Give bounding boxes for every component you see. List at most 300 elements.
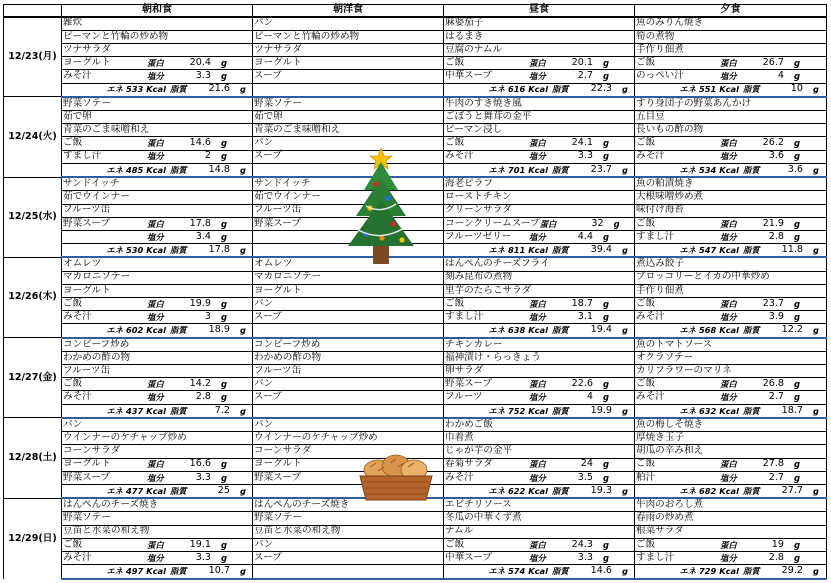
dish-name: 手作り佃煮 xyxy=(636,284,684,296)
breakfast-japanese-cell xyxy=(62,57,253,70)
dish-name: はるまき xyxy=(445,30,484,42)
dish-name: 里芋のたらこサラダ xyxy=(445,284,532,296)
dish-name: スープ xyxy=(254,551,282,563)
dinner-cell xyxy=(635,365,827,378)
dish-name: ご飯 xyxy=(636,538,656,550)
header-breakfast-japanese: 朝和食 xyxy=(62,5,253,17)
energy-summary xyxy=(62,245,170,256)
salt-value: 3.9 xyxy=(768,311,784,323)
gram-unit: g xyxy=(794,231,800,242)
energy-line xyxy=(62,565,252,578)
dish-name: パン xyxy=(254,17,274,29)
kcal-unit: Kcal xyxy=(719,164,739,175)
dish-name: わかめの酢の物 xyxy=(254,351,322,363)
menu-row xyxy=(4,57,827,70)
protein-line xyxy=(635,298,826,310)
protein-value: 24.3 xyxy=(571,538,593,550)
dinner-cell xyxy=(635,30,827,43)
gram-unit: g xyxy=(240,325,246,336)
dish-name: ツナサラダ xyxy=(63,43,111,55)
gram-unit: g xyxy=(221,138,227,149)
breakfast-western-cell xyxy=(253,257,444,271)
menu-row xyxy=(4,124,827,137)
date-cell: 12/23(月) xyxy=(4,17,62,97)
salt-line xyxy=(253,151,443,163)
gram-unit: g xyxy=(794,138,800,149)
gram-unit: g xyxy=(603,392,609,403)
protein-value: 24.1 xyxy=(571,137,593,149)
breakfast-western-cell xyxy=(253,70,444,83)
salt-value: 3.4 xyxy=(195,230,211,242)
protein-line xyxy=(253,137,443,149)
dish-name: フルーツ缶 xyxy=(254,204,302,216)
breakfast-japanese-cell xyxy=(62,83,253,97)
dish-name: ヨーグルト xyxy=(63,56,111,68)
dish-name: 豆苗と水菜の和え物 xyxy=(63,525,150,537)
salt-value: 3.5 xyxy=(577,471,593,483)
salt-line xyxy=(62,151,252,163)
dish-name: ウインナーのケチャップ炒め xyxy=(254,432,378,444)
protein-value: 26.7 xyxy=(762,56,784,68)
fat-value: 14.8 xyxy=(208,163,230,175)
gram-unit: g xyxy=(603,552,609,563)
breakfast-western-cell xyxy=(253,324,444,338)
breakfast-western-cell xyxy=(253,43,444,56)
fat-value: 10 xyxy=(790,83,803,95)
breakfast-western-cell xyxy=(253,83,444,97)
breakfast-western-cell xyxy=(253,432,444,445)
dish-name: ローストチキン xyxy=(445,191,512,203)
gram-unit: g xyxy=(813,566,819,577)
dish-name: パン xyxy=(254,418,274,430)
fat-label: 脂質 xyxy=(170,566,187,577)
fat-value: 19.9 xyxy=(590,404,612,416)
energy-line xyxy=(62,244,252,256)
salt-line xyxy=(444,472,634,484)
protein-line xyxy=(253,539,443,551)
energy-value: 638 xyxy=(507,325,526,336)
lunch-cell xyxy=(444,271,635,284)
energy-value: 533 xyxy=(125,84,144,95)
lunch-cell xyxy=(444,284,635,297)
fat-label: 脂質 xyxy=(743,405,760,416)
menu-row xyxy=(4,538,827,551)
header-breakfast-western: 朝洋食 xyxy=(253,5,444,17)
gram-unit: g xyxy=(794,151,800,162)
dish-name: 厚焼き玉子 xyxy=(636,432,684,444)
dish-name: 茹で卵 xyxy=(254,110,283,122)
gram-unit: g xyxy=(794,57,800,68)
dish-name: オムレツ xyxy=(254,258,293,270)
dish-name: ご飯 xyxy=(636,378,656,390)
energy-value: 547 xyxy=(698,244,717,255)
date-cell: 12/28(土) xyxy=(4,418,62,498)
dinner-cell xyxy=(635,338,827,352)
protein-line xyxy=(635,57,826,69)
energy-label: エネ xyxy=(679,566,697,577)
lunch-cell xyxy=(444,484,635,498)
breakfast-japanese-cell xyxy=(62,271,253,284)
breakfast-western-cell xyxy=(253,57,444,70)
dish-name: ご飯 xyxy=(636,217,656,229)
gram-unit: g xyxy=(794,218,800,229)
salt-value: 3.3 xyxy=(195,471,211,483)
date-cell: 12/25(水) xyxy=(4,177,62,257)
protein-value: 23.7 xyxy=(762,297,784,309)
gram-unit: g xyxy=(622,244,628,255)
kcal-unit: Kcal xyxy=(719,566,739,577)
energy-summary xyxy=(635,486,743,497)
menu-row xyxy=(4,137,827,150)
dish-name: 粕汁 xyxy=(636,471,656,483)
gram-unit: g xyxy=(794,71,800,82)
fat-label: 脂質 xyxy=(552,405,569,416)
breakfast-japanese-cell xyxy=(62,284,253,297)
energy-label: エネ xyxy=(679,164,697,175)
energy-label: エネ xyxy=(488,244,506,255)
protein-line xyxy=(253,378,443,390)
energy-summary xyxy=(635,245,743,256)
protein-line xyxy=(444,459,634,471)
menu-row xyxy=(4,244,827,258)
dish-name: ヨーグルト xyxy=(63,458,111,470)
menu-row xyxy=(4,552,827,565)
salt-line xyxy=(444,151,634,163)
dish-name: 豆腐のナムル xyxy=(445,43,503,55)
breakfast-western-cell xyxy=(253,418,444,432)
gram-unit: g xyxy=(240,405,246,416)
salt-value: 2.8 xyxy=(768,551,784,563)
salt-line xyxy=(444,231,634,243)
energy-label: エネ xyxy=(106,84,124,95)
lunch-cell xyxy=(444,565,635,579)
salt-line xyxy=(253,552,443,564)
breakfast-japanese-cell xyxy=(62,204,253,217)
energy-summary xyxy=(62,406,170,417)
fat-label: 脂質 xyxy=(170,485,187,496)
protein-line xyxy=(635,218,826,230)
energy-line xyxy=(444,164,634,176)
protein-label: 蛋白 xyxy=(147,539,164,550)
gram-unit: g xyxy=(221,552,227,563)
gram-unit: g xyxy=(794,472,800,483)
dinner-cell xyxy=(635,244,827,258)
energy-value: 701 xyxy=(507,164,526,175)
menu-row xyxy=(4,484,827,498)
protein-line xyxy=(62,137,252,149)
lunch-cell xyxy=(444,525,635,538)
fat-label: 脂質 xyxy=(743,566,760,577)
breakfast-japanese-cell xyxy=(62,484,253,498)
energy-value: 574 xyxy=(507,566,526,577)
salt-value: 2 xyxy=(204,150,211,162)
gram-unit: g xyxy=(794,459,800,470)
dish-name: 手作り佃煮 xyxy=(636,43,684,55)
dish-name: ヨーグルト xyxy=(254,458,302,470)
dish-name: ナムル xyxy=(445,525,474,537)
salt-label: 塩分 xyxy=(529,312,546,323)
dish-name: 野菜スープ xyxy=(254,471,302,483)
dinner-cell xyxy=(635,83,827,97)
salt-label: 塩分 xyxy=(529,392,546,403)
energy-label: エネ xyxy=(488,405,506,416)
breakfast-western-cell xyxy=(253,338,444,352)
salt-label: 塩分 xyxy=(720,151,737,162)
salt-label: 塩分 xyxy=(147,472,164,483)
breakfast-western-cell xyxy=(253,471,444,484)
protein-label: 蛋白 xyxy=(147,459,164,470)
protein-value: 19.1 xyxy=(189,538,211,550)
energy-value: 534 xyxy=(698,164,717,175)
breakfast-japanese-cell xyxy=(62,378,253,391)
protein-label: 蛋白 xyxy=(147,298,164,309)
dish-name: 刻み昆布の煮物 xyxy=(445,271,513,283)
breakfast-western-cell xyxy=(253,244,444,258)
fat-label: 脂質 xyxy=(170,405,187,416)
dinner-cell xyxy=(635,498,827,512)
salt-line xyxy=(62,552,252,564)
lunch-cell xyxy=(444,297,635,310)
fat-label: 脂質 xyxy=(743,485,760,496)
gram-unit: g xyxy=(221,472,227,483)
protein-line xyxy=(62,298,252,310)
salt-line xyxy=(635,472,826,484)
gram-unit: g xyxy=(794,392,800,403)
lunch-cell xyxy=(444,150,635,163)
salt-line xyxy=(444,311,634,323)
dish-name: 根菜サラダ xyxy=(636,525,684,537)
breakfast-japanese-cell xyxy=(62,217,253,230)
energy-line xyxy=(444,244,634,256)
breakfast-japanese-cell xyxy=(62,70,253,83)
energy-summary xyxy=(635,566,743,577)
protein-label: 蛋白 xyxy=(529,379,546,390)
energy-line xyxy=(62,84,252,96)
protein-value: 17.8 xyxy=(189,217,211,229)
fat-label: 脂質 xyxy=(552,84,569,95)
dish-name: みそ汁 xyxy=(636,391,665,403)
menu-row xyxy=(4,111,827,124)
fat-value: 23.7 xyxy=(590,163,612,175)
dinner-cell xyxy=(635,484,827,498)
dish-name: わかめの酢の物 xyxy=(63,351,131,363)
breakfast-japanese-cell xyxy=(62,324,253,338)
dish-name: 大根味噌炒め煮 xyxy=(636,191,704,203)
energy-label: エネ xyxy=(106,244,124,255)
dish-name: コンビーフ炒め xyxy=(63,338,130,350)
gram-unit: g xyxy=(603,472,609,483)
dish-name: すまし汁 xyxy=(63,150,102,162)
dish-name: 中華スープ xyxy=(445,70,493,82)
salt-label: 塩分 xyxy=(529,472,546,483)
lunch-cell xyxy=(444,97,635,111)
protein-line xyxy=(253,298,443,310)
energy-line xyxy=(444,565,634,578)
energy-label: エネ xyxy=(488,325,506,336)
dish-name: スープ xyxy=(254,391,282,403)
dish-name: スープ xyxy=(254,150,282,162)
energy-line xyxy=(635,164,826,176)
dish-name: 五目豆 xyxy=(636,110,665,122)
breakfast-japanese-cell xyxy=(62,445,253,458)
breakfast-western-cell xyxy=(253,124,444,137)
breakfast-japanese-cell xyxy=(62,458,253,471)
dish-name: パン xyxy=(254,137,274,149)
dinner-cell xyxy=(635,150,827,163)
breakfast-japanese-cell xyxy=(62,230,253,243)
breakfast-japanese-cell xyxy=(62,432,253,445)
protein-line xyxy=(444,298,634,310)
protein-label: 蛋白 xyxy=(720,539,737,550)
dish-name: パン xyxy=(63,418,83,430)
menu-row xyxy=(4,512,827,525)
menu-row xyxy=(4,351,827,364)
gram-unit: g xyxy=(221,71,227,82)
energy-summary xyxy=(444,84,552,95)
fat-label: 脂質 xyxy=(743,164,760,175)
energy-summary xyxy=(62,486,170,497)
dish-name: みそ汁 xyxy=(63,311,92,323)
dish-name: 冬瓜の中華くず煮 xyxy=(445,512,522,524)
breakfast-japanese-cell xyxy=(62,525,253,538)
gram-unit: g xyxy=(221,379,227,390)
lunch-cell xyxy=(444,30,635,43)
breakfast-western-cell xyxy=(253,311,444,324)
energy-summary xyxy=(62,165,170,176)
energy-line xyxy=(62,164,252,176)
kcal-unit: Kcal xyxy=(528,244,548,255)
dish-name: 野菜スープ xyxy=(63,471,111,483)
protein-line xyxy=(253,459,443,471)
energy-label: エネ xyxy=(106,405,124,416)
lunch-cell xyxy=(444,70,635,83)
salt-value: 3.3 xyxy=(195,70,211,82)
corner-cell xyxy=(4,5,62,17)
gram-unit: g xyxy=(240,244,246,255)
dinner-cell xyxy=(635,111,827,124)
breakfast-japanese-cell xyxy=(62,311,253,324)
menu-row xyxy=(4,297,827,310)
protein-value: 20.1 xyxy=(571,56,593,68)
energy-label: エネ xyxy=(488,84,506,95)
menu-row xyxy=(4,565,827,579)
gram-unit: g xyxy=(813,164,819,175)
breakfast-western-cell xyxy=(253,552,444,565)
protein-line xyxy=(253,218,443,230)
menu-row xyxy=(4,150,827,163)
breakfast-western-cell xyxy=(253,391,444,404)
energy-value: 752 xyxy=(507,405,526,416)
energy-summary xyxy=(444,406,552,417)
lunch-cell xyxy=(444,512,635,525)
protein-label: 蛋白 xyxy=(720,459,737,470)
kcal-unit: Kcal xyxy=(528,566,548,577)
gram-unit: g xyxy=(603,298,609,309)
fat-label: 脂質 xyxy=(552,244,569,255)
fat-value: 21.6 xyxy=(208,83,230,95)
menu-row xyxy=(4,418,827,432)
fat-value: 39.4 xyxy=(590,243,612,255)
protein-label: 蛋白 xyxy=(720,218,737,229)
breakfast-western-cell xyxy=(253,498,444,512)
dish-name: 野菜ソテー xyxy=(63,97,111,109)
protein-line xyxy=(444,137,634,149)
fat-value: 10.7 xyxy=(208,565,230,577)
breakfast-western-cell xyxy=(253,217,444,230)
energy-summary xyxy=(62,325,170,336)
energy-summary xyxy=(635,325,743,336)
salt-label: 塩分 xyxy=(147,151,164,162)
salt-line xyxy=(635,151,826,163)
kcal-unit: Kcal xyxy=(146,325,166,336)
protein-value: 20.4 xyxy=(189,56,211,68)
dinner-cell xyxy=(635,70,827,83)
gram-unit: g xyxy=(813,84,819,95)
protein-label: 蛋白 xyxy=(147,379,164,390)
kcal-unit: Kcal xyxy=(719,325,739,336)
energy-summary xyxy=(444,325,552,336)
dish-name: 茹でウインナー xyxy=(254,191,321,203)
menu-row xyxy=(4,324,827,338)
energy-label: エネ xyxy=(679,485,697,496)
energy-label: エネ xyxy=(679,244,697,255)
dish-name: フルーツゼリー xyxy=(445,230,512,242)
dish-name: みそ汁 xyxy=(63,391,92,403)
energy-value: 622 xyxy=(507,485,526,496)
dish-name: チキンカレー xyxy=(445,338,503,350)
breakfast-japanese-cell xyxy=(62,30,253,43)
protein-line xyxy=(62,378,252,390)
kcal-unit: Kcal xyxy=(146,405,166,416)
salt-value: 4.4 xyxy=(577,230,593,242)
energy-value: 568 xyxy=(698,325,717,336)
menu-body xyxy=(4,17,827,580)
energy-summary xyxy=(62,566,170,577)
dinner-cell xyxy=(635,97,827,111)
lunch-cell xyxy=(444,163,635,177)
dish-name: ご飯 xyxy=(445,538,465,550)
dinner-cell xyxy=(635,351,827,364)
energy-label: エネ xyxy=(106,325,124,336)
dish-name: みそ汁 xyxy=(636,150,665,162)
dinner-cell xyxy=(635,284,827,297)
protein-line xyxy=(62,57,252,69)
dish-name: オクラソテー xyxy=(636,351,694,363)
dinner-cell xyxy=(635,565,827,579)
protein-value: 16.6 xyxy=(189,458,211,470)
menu-row xyxy=(4,17,827,31)
dish-name: 茹で卵 xyxy=(63,110,92,122)
salt-line xyxy=(62,472,252,484)
protein-value: 32 xyxy=(591,217,604,229)
dinner-cell xyxy=(635,458,827,471)
fat-value: 22.3 xyxy=(590,83,612,95)
dish-name: パン xyxy=(254,378,274,390)
lunch-cell xyxy=(444,57,635,70)
dish-name: すまし汁 xyxy=(636,551,675,563)
dish-name: ヨーグルト xyxy=(254,284,302,296)
salt-label: 塩分 xyxy=(529,231,546,242)
gram-unit: g xyxy=(221,298,227,309)
lunch-cell xyxy=(444,43,635,56)
protein-label: 蛋白 xyxy=(529,57,546,68)
dish-name: ピーマンと竹輪の炒め物 xyxy=(254,30,360,42)
dinner-cell xyxy=(635,311,827,324)
kcal-unit: Kcal xyxy=(528,485,548,496)
breakfast-japanese-cell xyxy=(62,471,253,484)
protein-label: 蛋白 xyxy=(539,218,557,229)
dinner-cell xyxy=(635,404,827,418)
